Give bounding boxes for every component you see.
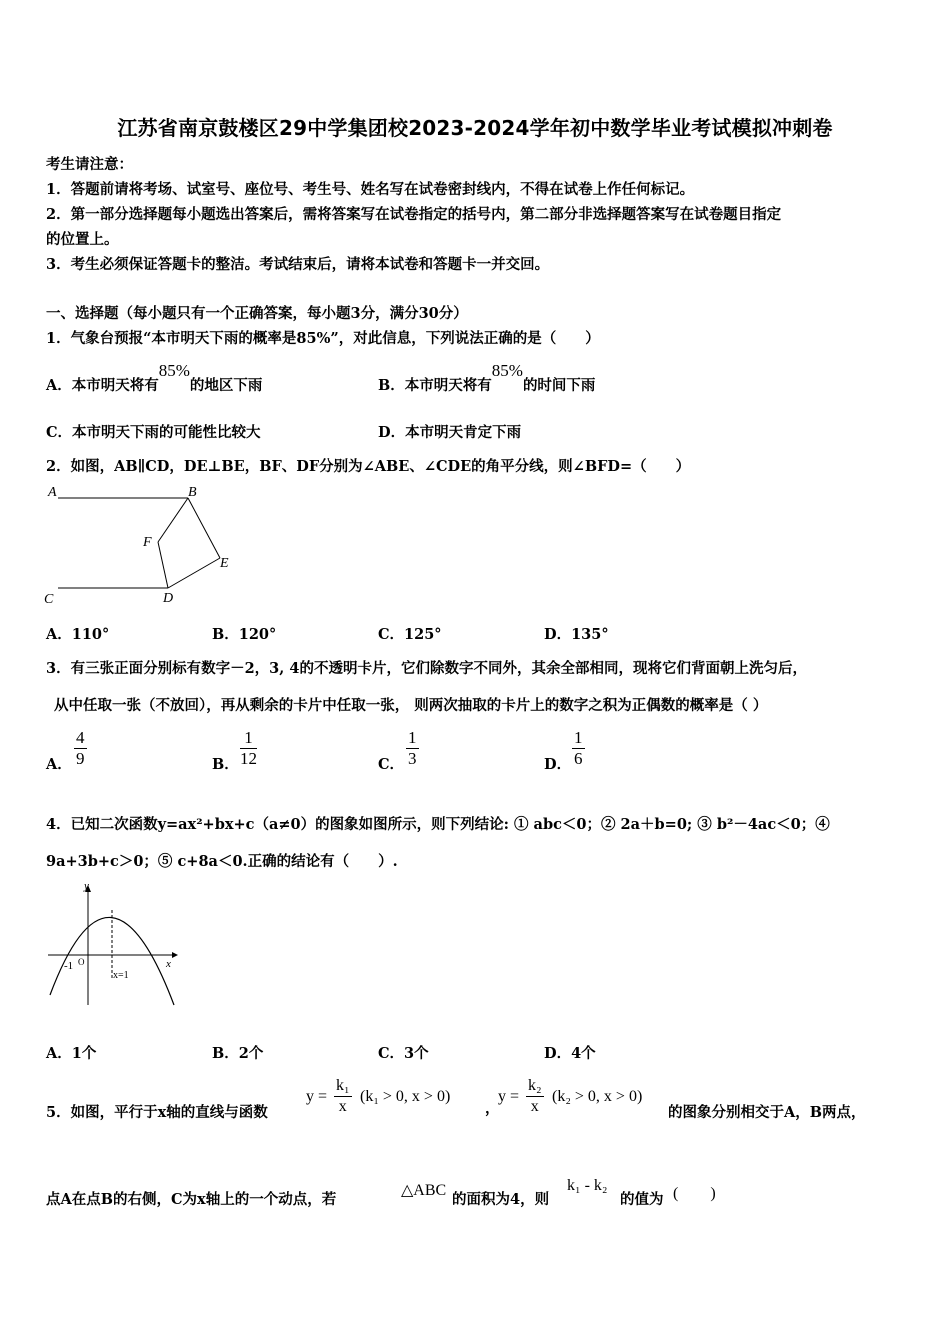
q5-function-2-condition: (k₂ > 0, x > 0) — [552, 1088, 643, 1105]
notice-item: 2．第一部分选择题每小题选出答案后，需将答案写在试卷指定的括号内，第二部分非选择题答案写在试卷题目指定 — [46, 206, 782, 223]
segment-ed — [168, 558, 220, 588]
label-c: C — [44, 592, 54, 607]
q1-option-a — [46, 361, 263, 395]
q1-option-b — [378, 361, 596, 395]
label-neg-one: -1 — [64, 960, 74, 972]
q5-function-1-fraction — [334, 1076, 352, 1117]
q1-a-suffix: 的地区下雨 — [189, 377, 263, 394]
q5-function-2-fraction — [526, 1076, 544, 1117]
q5-answer-paren: ( ) — [673, 1185, 716, 1202]
question-5-suffix: 的图象分别相交于A，B两点， — [668, 1104, 866, 1121]
denominator: x — [530, 1098, 539, 1115]
question-5-line2-middle: 的面积为4，则 — [452, 1191, 550, 1208]
numerator: 4 — [76, 728, 85, 747]
question-5-prefix: 5．如图，平行于x轴的直线与函数 — [46, 1104, 268, 1121]
notice-item: 1．答题前请将考场、试室号、座位号、考生号、姓名写在试卷密封线内，不得在试卷上作任何标记。 — [46, 181, 695, 198]
numerator: 1 — [408, 728, 417, 747]
q2-option-c: C．125° — [378, 626, 442, 643]
q5-function-1-lhs: y = — [306, 1088, 328, 1105]
notice-item: 3．考生必须保证答题卡的整洁。考试结束后，请将本试卷和答题卡一并交回。 — [46, 256, 550, 273]
q1-a-value: 85% — [158, 361, 190, 380]
label-origin: O — [78, 957, 85, 967]
numerator: k₁ — [334, 1076, 352, 1097]
notice-item: 的位置上。 — [46, 231, 119, 248]
q4-option-a: A．1个 — [46, 1045, 97, 1062]
q5-function-1-condition: (k₁ > 0, x > 0) — [360, 1088, 451, 1105]
q3-option-a-label: A． — [46, 756, 72, 773]
question-2-stem: 2．如图，AB∥CD，DE⊥BE，BF、DF分别为∠ABE、∠CDE的角平分线，则∠BFD=（ ） — [46, 458, 691, 475]
segment-be — [188, 498, 220, 558]
label-d: D — [163, 591, 174, 606]
label-symmetry-axis: x=1 — [113, 970, 129, 981]
q1-b-prefix: B．本市明天将有 — [378, 377, 492, 394]
question-3-line1: 3．有三张正面分别标有数字－2，3, 4的不透明卡片，它们除数字不同外，其余全部相同，现将它们背面朝上洗匀后， — [46, 660, 807, 677]
page-title: 江苏省南京鼓楼区29中学集团校2023-2024学年初中数学毕业考试模拟冲刺卷 — [117, 116, 833, 140]
q3-option-c-label: C． — [378, 756, 405, 773]
label-b: B — [188, 485, 197, 500]
x-axis-arrow — [172, 952, 178, 958]
q1-b-suffix: 的时间下雨 — [522, 377, 596, 394]
denominator: x — [338, 1098, 347, 1115]
q1-b-value: 85% — [491, 361, 523, 380]
q1-option-d: D．本市明天肯定下雨 — [378, 424, 522, 441]
q2-option-b: B．120° — [212, 626, 277, 643]
q4-parabola-figure — [44, 880, 184, 1010]
question-3-line2: 从中任取一张（不放回），再从剩余的卡片中任取一张， 则两次抽取的卡片上的数字之积为正偶数的概率是（ ） — [54, 697, 768, 714]
q3-option-c-fraction — [406, 728, 419, 769]
notice-heading: 考生请注意： — [46, 156, 133, 173]
q1-option-c: C．本市明天下雨的可能性比较大 — [46, 424, 261, 441]
section-heading: 一、选择题（每小题只有一个正确答案，每小题3分，满分30分） — [46, 305, 468, 322]
q5-comma: ， — [485, 1100, 500, 1117]
q5-function-2-lhs: y = — [498, 1088, 520, 1105]
question-4-line2: 9a+3b+c＞0；⑤ c+8a＜0.正确的结论有（ ）. — [46, 853, 398, 870]
q3-option-b-fraction — [240, 728, 257, 769]
q4-option-c: C．3个 — [378, 1045, 429, 1062]
q2-figure — [40, 478, 250, 610]
question-5-line2-prefix: 点A在点B的右侧，C为x轴上的一个动点，若 — [46, 1191, 337, 1208]
denominator: 12 — [240, 749, 257, 768]
q4-option-b: B．2个 — [212, 1045, 264, 1062]
question-1-stem: 1．气象台预报“本市明天下雨的概率是85%”，对此信息，下列说法正确的是（ ） — [46, 330, 600, 347]
denominator: 9 — [76, 749, 85, 768]
q5-expression: k₁ - k₂ — [567, 1177, 608, 1194]
label-e: E — [220, 556, 229, 571]
label-x: x — [166, 958, 171, 970]
label-f: F — [143, 535, 152, 550]
q4-option-d: D．4个 — [544, 1045, 596, 1062]
label-a: A — [48, 485, 57, 500]
numerator: 1 — [240, 728, 257, 749]
label-y: y — [84, 880, 89, 892]
q3-option-a-fraction — [74, 728, 87, 769]
numerator: 1 — [574, 728, 583, 747]
segment-bf — [158, 498, 188, 542]
q3-option-d-fraction — [572, 728, 585, 769]
q3-option-d-label: D． — [544, 756, 572, 773]
question-4-line1: 4．已知二次函数y=ax²+bx+c（a≠0）的图象如图所示，则下列结论: ① abc＜0；② 2a＋b=0; ③ b²－4ac＜0；④ — [46, 816, 830, 833]
segment-fd — [158, 542, 168, 588]
q1-a-prefix: A．本市明天将有 — [46, 377, 159, 394]
q2-option-d: D．135° — [544, 626, 609, 643]
denominator: 6 — [574, 749, 583, 768]
q2-option-a: A．110° — [46, 626, 110, 643]
q5-triangle-abc: △ABC — [401, 1182, 447, 1199]
numerator: k₂ — [526, 1076, 544, 1097]
question-5-line2-suffix: 的值为 — [620, 1191, 664, 1208]
denominator: 3 — [408, 749, 417, 768]
q3-option-b-label: B． — [212, 756, 239, 773]
